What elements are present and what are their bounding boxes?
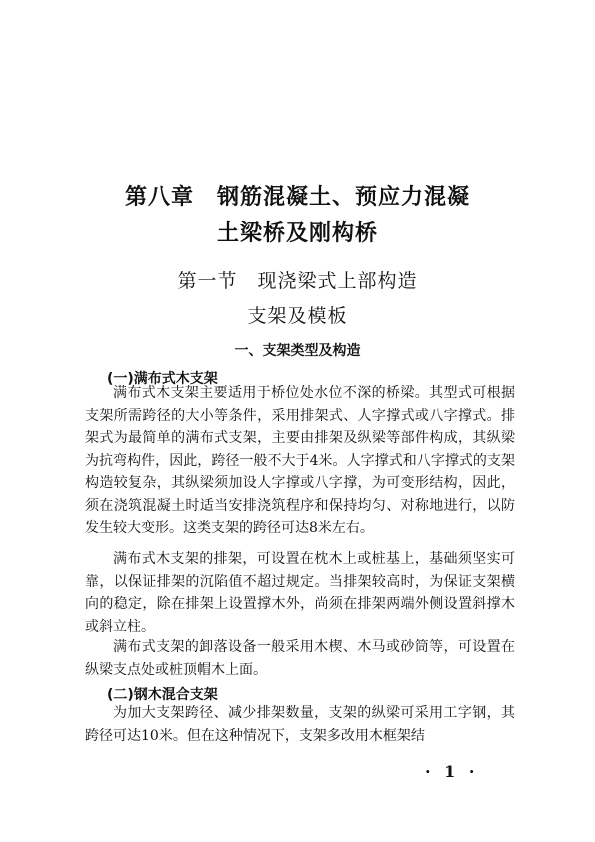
paragraph: 满布式支架的卸落设备一般采用木楔、木马或砂筒等，可设置在纵梁支点处或桩顶帽木上面。 [85,639,515,678]
chapter-title-line2: 土梁桥及刚构桥 [216,221,378,246]
page-number: · 1 · [425,762,479,781]
item-heading-full-timber-support: (一)满布式木支架 [107,371,218,387]
chapter-title-line1: 第八章 钢筋混凝土、预应力混凝 [124,185,470,210]
section-title-line1: 第一节 现浇梁式上部构造 [177,270,418,292]
section-title-line2: 支架及模板 [247,305,348,327]
subsection-heading: 一、支架类型及构造 [234,343,361,359]
paragraph: 为加大支架跨径、减少排架数量，支架的纵梁可采用工字钢，其跨径可达10米。但在这种情况下，支架多改用木框架结 [85,705,515,744]
item-heading-steel-timber-support: (二)钢木混合支架 [107,687,218,703]
paragraph: 满布式木支架主要适用于桥位处水位不深的桥梁。其型式可根据支架所需跨径的大小等条件，采用排架式、人字撑式或八字撑式。排架式为最简单的满布式支架，主要由排架及纵梁等部件构成，其纵梁为抗弯构件，因此，跨径一般不大于4米。人字撑式和八字撑式的支架构造较复杂，其纵梁须加设人字撑或八字撑，为可变形结构，因此，须在浇筑混凝土时适当安排浇筑程序和保持均匀、对称地进行，以防发生较大变形。这类支架的跨径可达8米左右。 [85,385,515,536]
paragraph: 满布式木支架的排架，可设置在枕木上或桩基上，基础须坚实可靠，以保证排架的沉陷值不超过规定。当排架较高时，为保证支架横向的稳定，除在排架上设置撑木外，尚须在排架两端外侧设置斜撑木或斜立柱。 [85,551,515,635]
